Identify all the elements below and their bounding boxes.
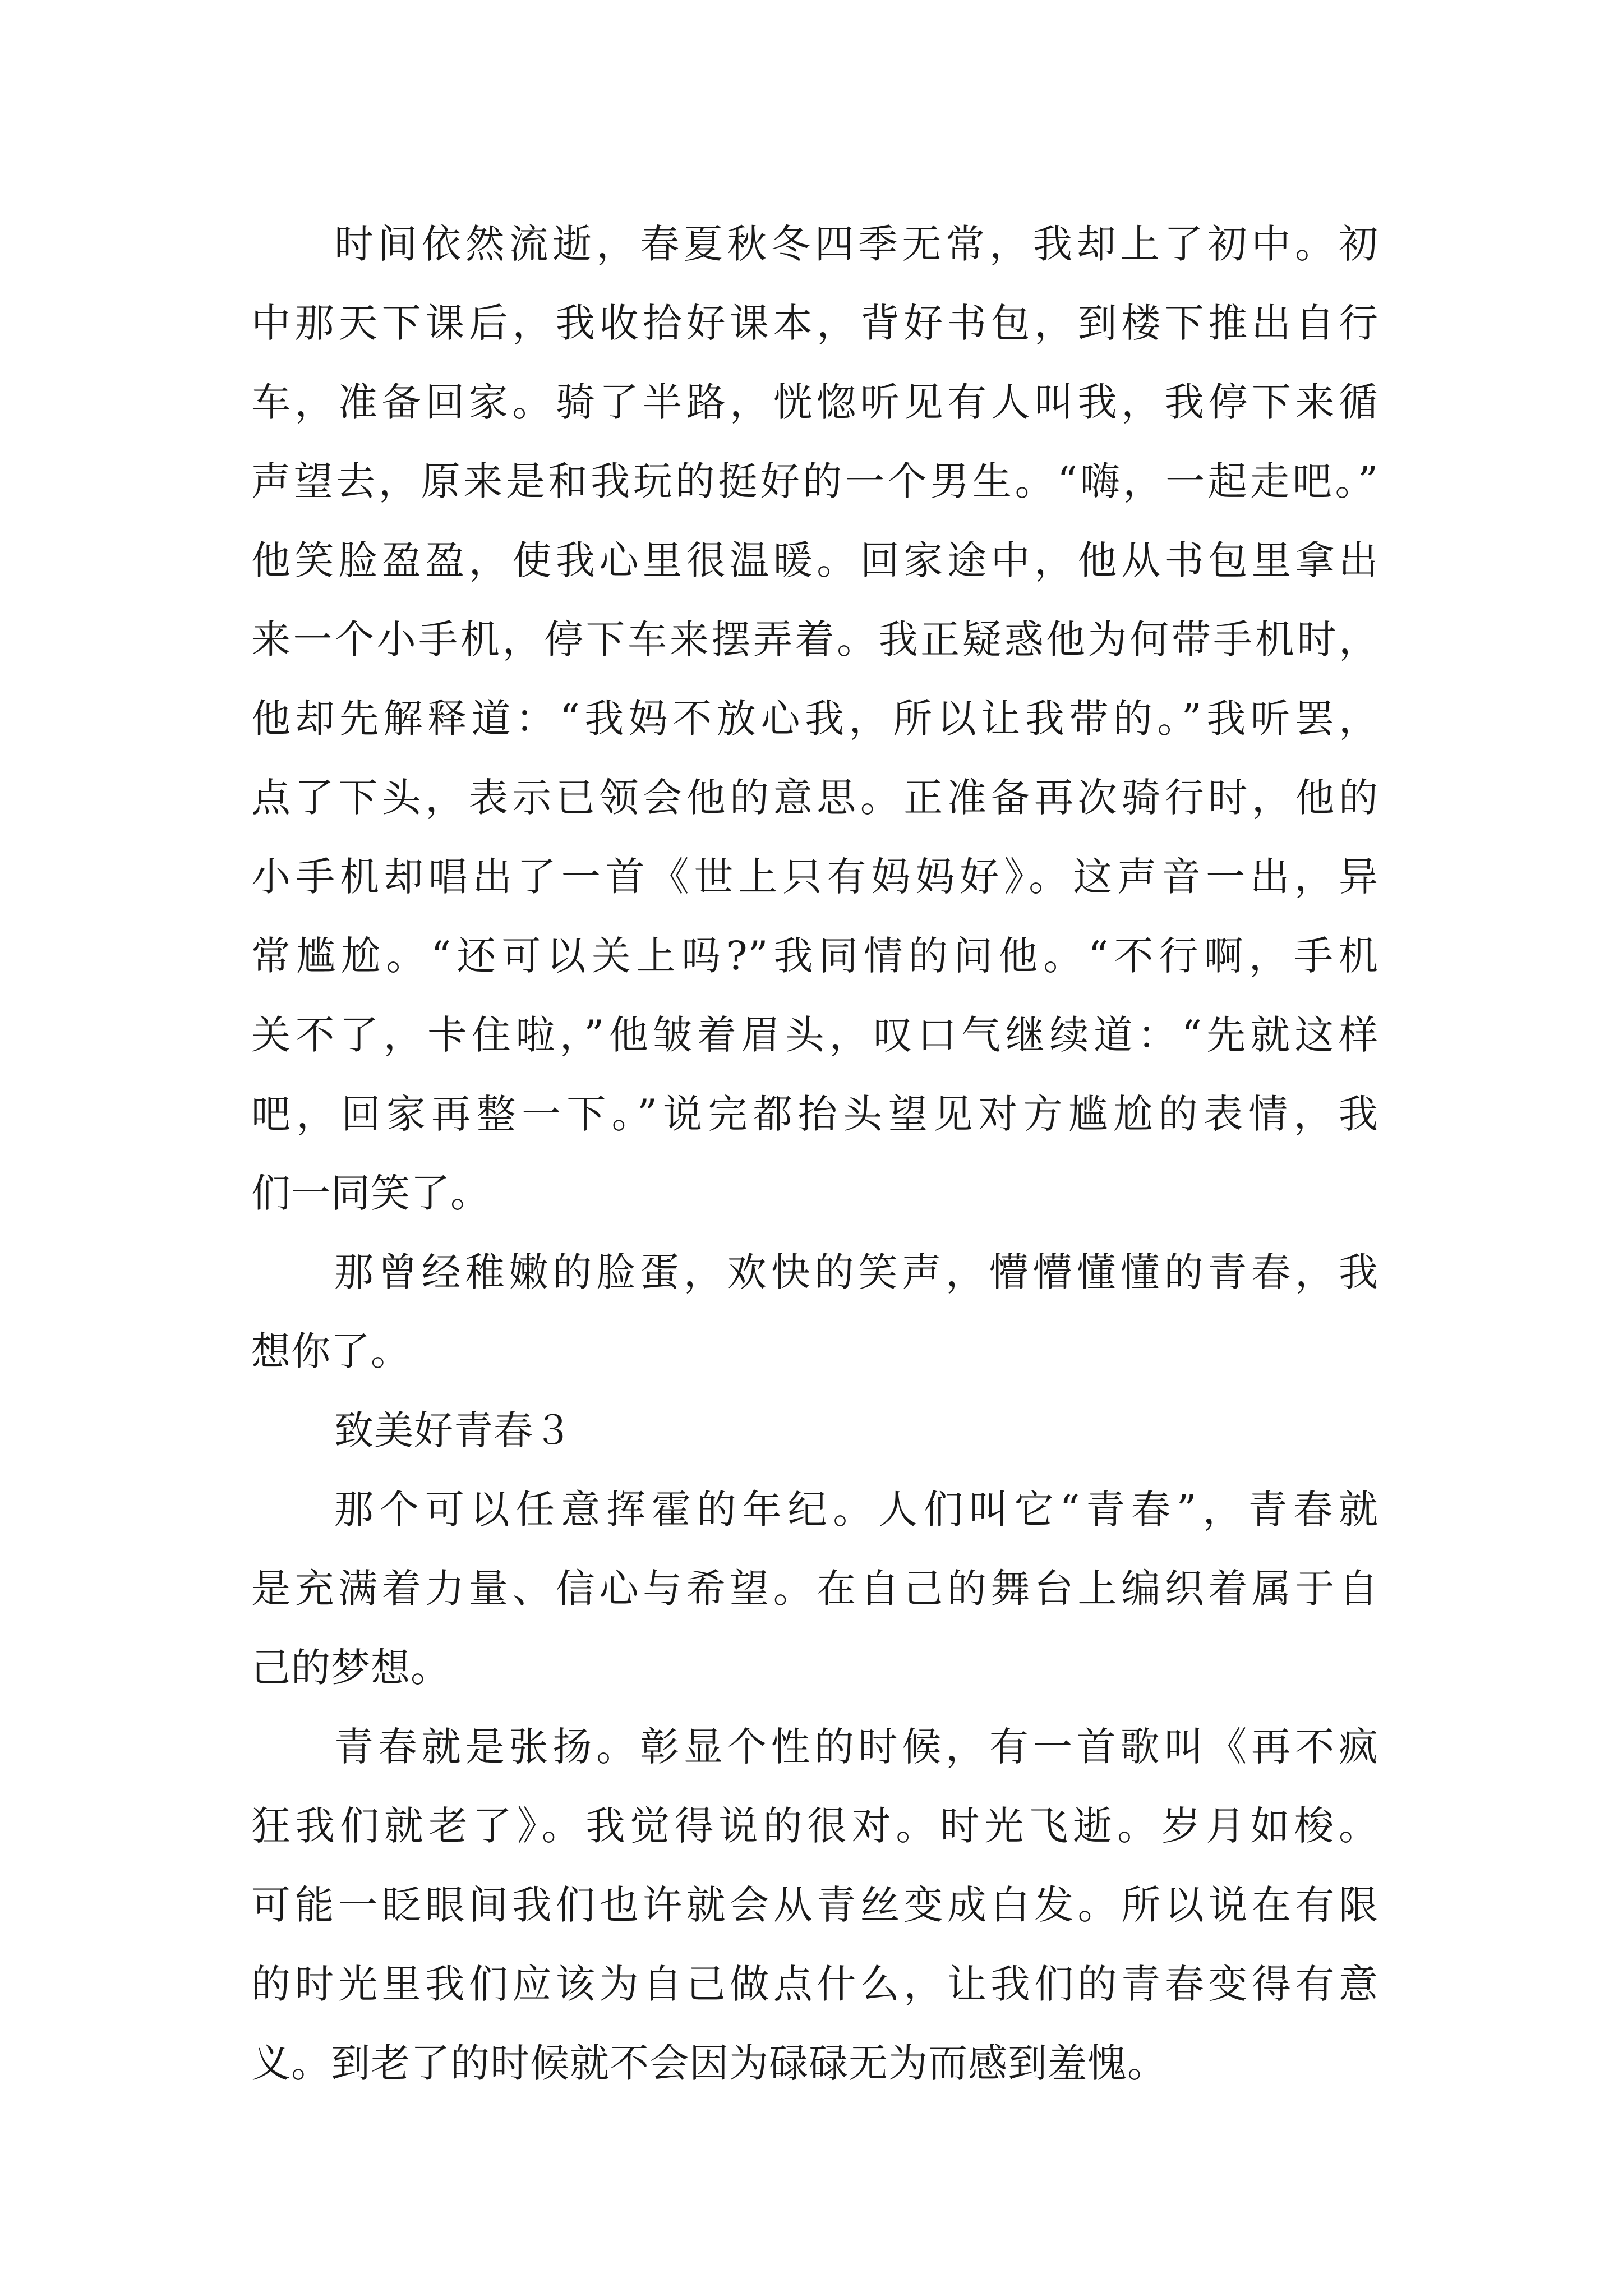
paragraph-missing-youth (251, 1233, 1378, 1391)
text-line: 那曾经稚嫩的脸蛋，欢快的笑声，懵懵懂懂的青春，我 (334, 1249, 1378, 1295)
paragraph-youth-definition (251, 1470, 1378, 1708)
text-line: 可能一眨眼间我们也许就会从青丝变成白发。所以说在有限 (251, 1882, 1378, 1928)
text-line: 中那天下课后，我收拾好课本，背好书包，到楼下推出自行 (251, 300, 1378, 346)
text-line: 时间依然流逝，春夏秋冬四季无常，我却上了初中。初 (334, 221, 1378, 267)
text-line: 点了下头，表示已领会他的意思。正准备再次骑行时，他的 (251, 775, 1378, 821)
text-line: 常尴尬。“还可以关上吗?”我同情的问他。“不行啊，手机 (251, 933, 1378, 979)
text-line: 义。到老了的时候就不会因为碌碌无为而感到羞愧。 (251, 2040, 1167, 2086)
text-line: 小手机却唱出了一首《世上只有妈妈好》。这声音一出，异 (251, 854, 1378, 900)
text-line: 们一同笑了。 (251, 1170, 490, 1216)
paragraph-youth-publicity (251, 1708, 1378, 2103)
text-line: 是充满着力量、信心与希望。在自己的舞台上编织着属于自 (251, 1566, 1378, 1612)
text-line: 声望去，原来是和我玩的挺好的一个男生。“嗨，一起走吧。” (251, 458, 1378, 504)
document-body (251, 205, 1378, 2103)
text-line: 他笑脸盈盈，使我心里很温暖。回家途中，他从书包里拿出 (251, 537, 1378, 583)
text-line: 车，准备回家。骑了半路，恍惚听见有人叫我，我停下来循 (251, 379, 1378, 425)
heading-text: 致美好青春３ (334, 1407, 573, 1453)
text-line: 吧，回家再整一下。”说完都抬头望见对方尴尬的表情，我 (251, 1091, 1378, 1137)
text-line: 关不了，卡住啦，”他皱着眉头，叹口气继续道：“先就这样 (251, 1012, 1378, 1058)
section-heading (251, 1391, 1378, 1470)
text-line: 青春就是张扬。彰显个性的时候，有一首歌叫《再不疯 (334, 1724, 1378, 1770)
text-line: 来一个小手机，停下车来摆弄着。我正疑惑他为何带手机时， (251, 616, 1378, 662)
text-line: 己的梦想。 (251, 1645, 450, 1691)
text-line: 那个可以任意挥霍的年纪。人们叫它“青春”，青春就 (334, 1487, 1378, 1533)
text-line: 的时光里我们应该为自己做点什么，让我们的青春变得有意 (251, 1961, 1378, 2007)
text-line: 他却先解释道：“我妈不放心我，所以让我带的。”我听罢， (251, 696, 1378, 742)
paragraph-memory (251, 205, 1378, 1233)
text-line: 想你了。 (251, 1328, 411, 1374)
text-line: 狂我们就老了》。我觉得说的很对。时光飞逝。岁月如梭。 (251, 1803, 1378, 1849)
